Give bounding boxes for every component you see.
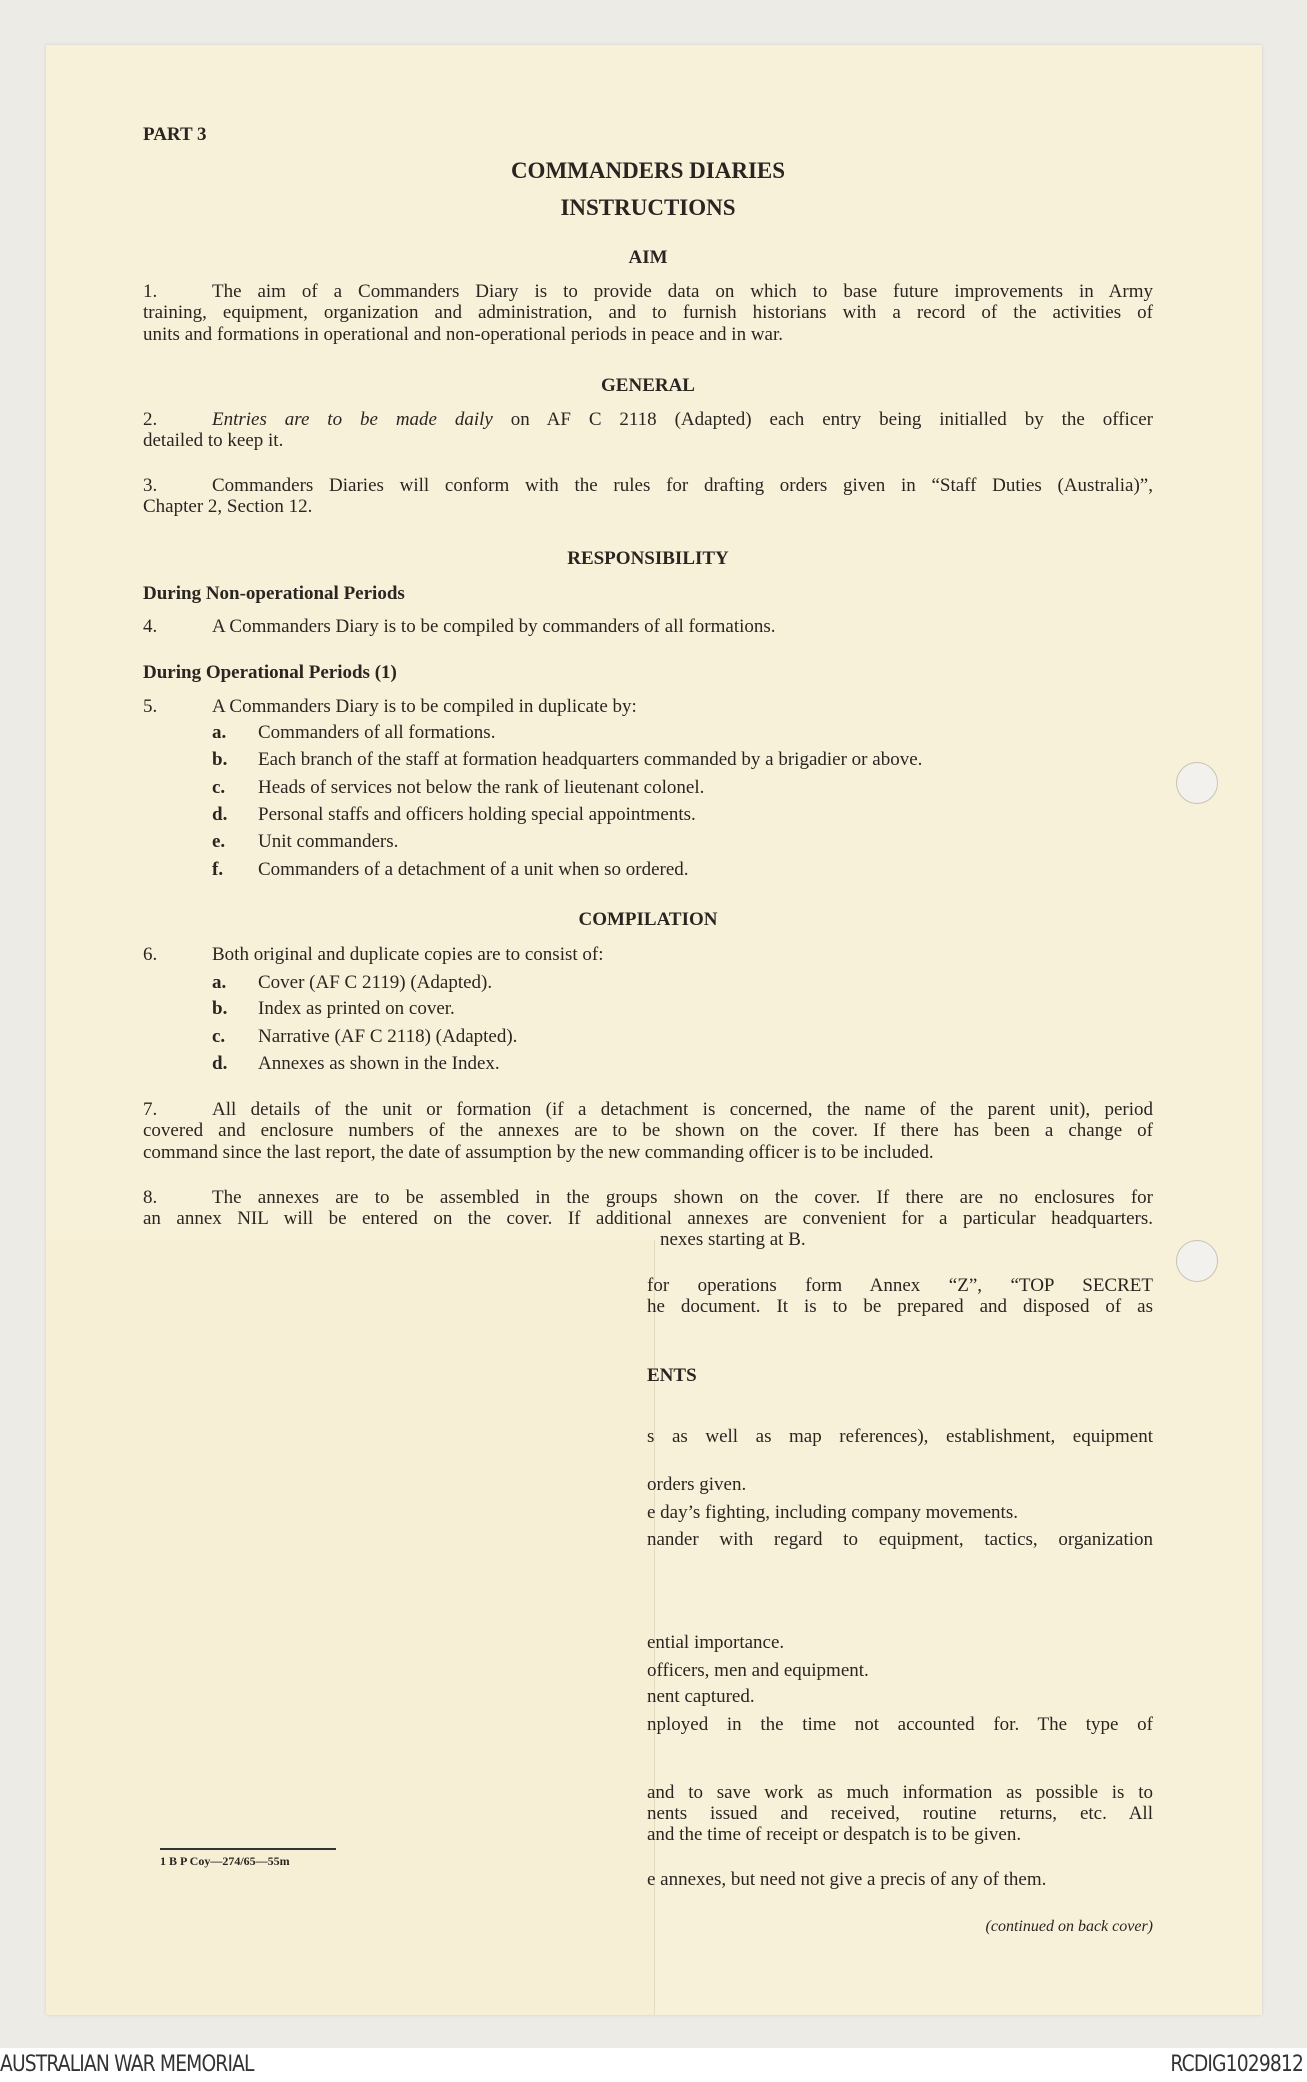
item-letter: a.	[212, 722, 227, 743]
item-letter: b.	[212, 998, 228, 1019]
partial-line: nents issued and received, routine returns, etc. All	[647, 1803, 1153, 1824]
partial-line: ential importance.	[647, 1632, 785, 1653]
list-item	[143, 722, 1153, 744]
item-text: Commanders of all formations.	[258, 722, 496, 743]
partial-line: orders given.	[647, 1474, 747, 1495]
list-item	[143, 972, 1153, 994]
heading-general: GENERAL	[601, 375, 695, 396]
list-item	[143, 777, 1153, 799]
item-text: Annexes as shown in the Index.	[258, 1053, 500, 1074]
item-text: Narrative (AF C 2118) (Adapted).	[258, 1026, 518, 1047]
para-text: covered and enclosure numbers of the annexes are to be shown on the cover. If there has been a change of	[143, 1120, 1153, 1141]
partial-line: s as well as map references), establishment, equipment	[647, 1426, 1153, 1447]
partial-line: he document. It is to be prepared and disposed of as	[647, 1296, 1153, 1317]
item-letter: d.	[212, 1053, 228, 1074]
paragraph-5	[143, 696, 1153, 718]
para-text: command since the last report, the date of assumption by the new commanding officer is to be included.	[143, 1142, 934, 1163]
heading-aim: AIM	[628, 247, 668, 268]
para-text: Chapter 2, Section 12.	[143, 496, 313, 517]
list-item	[143, 831, 1153, 853]
para-number: 6.	[143, 944, 158, 965]
partial-line: for operations form Annex “Z”, “TOP SECRET	[647, 1275, 1153, 1296]
para-text: All details of the unit or formation (if a detachment is concerned, the name of the parent unit), period	[212, 1099, 1153, 1120]
item-letter: c.	[212, 1026, 226, 1047]
para-number: 4.	[143, 616, 158, 637]
item-text: Heads of services not below the rank of lieutenant colonel.	[258, 777, 705, 798]
para-text: Both original and duplicate copies are to consist of:	[212, 944, 604, 965]
para-text: training, equipment, organization and administration, and to furnish historians with a record of the activities of	[143, 302, 1153, 323]
partial-line: nployed in the time not accounted for. The type of	[647, 1714, 1153, 1735]
partial-line: and to save work as much information as possible is to	[647, 1782, 1153, 1803]
para-number: 8.	[143, 1187, 158, 1208]
paragraph-3	[143, 475, 1153, 497]
para-text: A Commanders Diary is to be compiled by commanders of all formations.	[212, 616, 776, 637]
para-text: on AF C 2118 (Adapted) each entry being initialled by the officer	[492, 409, 1153, 430]
item-letter: c.	[212, 777, 226, 798]
list-item	[143, 749, 1153, 771]
folded-flap	[46, 1240, 655, 2015]
partial-line: e day’s fighting, including company movements.	[647, 1502, 1018, 1523]
list-item	[143, 859, 1153, 881]
para-text: The aim of a Commanders Diary is to provide data on which to base future improvements in Army	[212, 281, 1153, 302]
para-text: units and formations in operational and non-operational periods in peace and in war.	[143, 324, 784, 345]
item-text: Commanders of a detachment of a unit when so ordered.	[258, 859, 689, 880]
document-subtitle: INSTRUCTIONS	[560, 195, 736, 220]
para-text-italic: Entries are to be made daily	[212, 409, 493, 430]
item-letter: b.	[212, 749, 228, 770]
document-title: COMMANDERS DIARIES	[510, 158, 786, 183]
printer-imprint: 1 B P Coy—274/65—55m	[160, 1848, 336, 1869]
paragraph-8	[143, 1187, 1153, 1209]
list-item	[143, 998, 1153, 1020]
list-item	[143, 804, 1153, 826]
punch-hole	[1176, 762, 1218, 804]
para-text: nexes starting at B.	[660, 1229, 806, 1250]
item-text: Unit commanders.	[258, 831, 399, 852]
subheading-non-operational: During Non-operational Periods	[143, 583, 405, 604]
para-number: 1.	[143, 281, 158, 302]
item-letter: d.	[212, 804, 228, 825]
para-number: 5.	[143, 696, 158, 717]
para-number: 3.	[143, 475, 158, 496]
paragraph-6	[143, 944, 1153, 966]
para-text: A Commanders Diary is to be compiled in duplicate by:	[212, 696, 637, 717]
partial-line: nander with regard to equipment, tactics, organization	[647, 1529, 1153, 1550]
part-label: PART 3	[143, 124, 207, 145]
partial-line: nent captured.	[647, 1686, 755, 1707]
footer-institution: AUSTRALIAN WAR MEMORIAL	[0, 2052, 254, 2077]
para-number: 7.	[143, 1099, 158, 1120]
heading-compilation: COMPILATION	[578, 909, 718, 930]
partial-line: officers, men and equipment.	[647, 1660, 869, 1681]
item-text: Each branch of the staff at formation headquarters commanded by a brigadier or above.	[258, 749, 923, 770]
subheading-operational: During Operational Periods (1)	[143, 662, 397, 683]
continued-note: (continued on back cover)	[985, 1918, 1153, 1935]
para-number: 2.	[143, 409, 158, 430]
item-letter: a.	[212, 972, 227, 993]
heading-responsibility: RESPONSIBILITY	[567, 548, 729, 569]
punch-hole	[1176, 1240, 1218, 1282]
item-text: Cover (AF C 2119) (Adapted).	[258, 972, 493, 993]
paragraph-7	[143, 1099, 1153, 1121]
paragraph-1	[143, 281, 1153, 303]
paragraph-2	[143, 409, 1153, 431]
item-text: Index as printed on cover.	[258, 998, 455, 1019]
item-letter: e.	[212, 831, 226, 852]
para-text: Commanders Diaries will conform with the rules for drafting orders given in “Staff Duties (Australia)”,	[212, 475, 1153, 496]
partial-line: e annexes, but need not give a precis of any of them.	[647, 1869, 1047, 1890]
partial-line: and the time of receipt or despatch is to be given.	[647, 1824, 1022, 1845]
para-text: detailed to keep it.	[143, 430, 284, 451]
paragraph-4	[143, 616, 1153, 638]
footer-record-id: RCDIG1029812	[1170, 2052, 1303, 2077]
partial-heading: ENTS	[647, 1365, 697, 1386]
item-text: Personal staffs and officers holding special appointments.	[258, 804, 696, 825]
list-item	[143, 1026, 1153, 1048]
para-text: The annexes are to be assembled in the groups shown on the cover. If there are no enclosures for	[212, 1187, 1153, 1208]
footer-bar	[0, 2048, 1307, 2082]
para-text: an annex NIL will be entered on the cover. If additional annexes are convenient for a particular headquarters.	[143, 1208, 1153, 1229]
list-item	[143, 1053, 1153, 1075]
item-letter: f.	[212, 859, 224, 880]
